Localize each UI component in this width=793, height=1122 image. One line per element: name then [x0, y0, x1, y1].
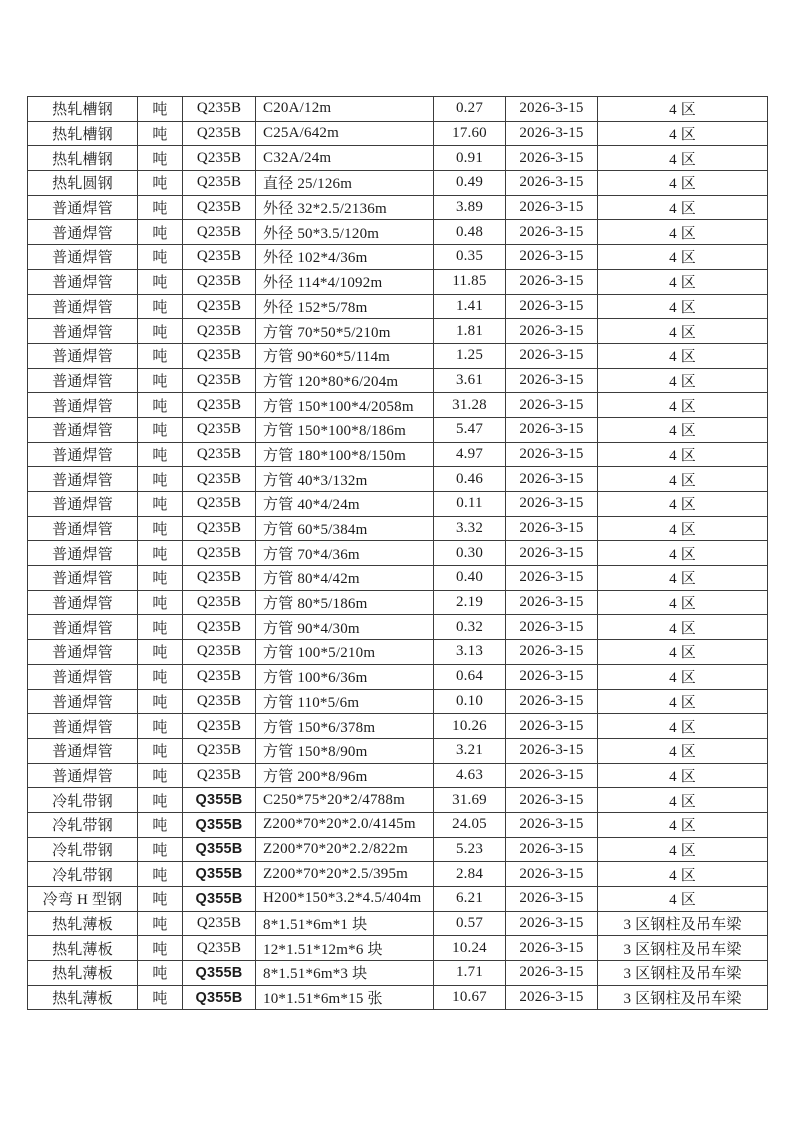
cell-grade: Q355B [183, 788, 256, 813]
cell-date: 2026-3-15 [506, 714, 598, 739]
cell-unit: 吨 [138, 640, 183, 665]
cell-name: 冷弯 H 型钢 [28, 887, 138, 912]
cell-grade: Q235B [183, 640, 256, 665]
cell-spec: 8*1.51*6m*1 块 [256, 911, 434, 936]
cell-spec: 方管 40*3/132m [256, 467, 434, 492]
cell-unit: 吨 [138, 862, 183, 887]
cell-spec: Z200*70*20*2.5/395m [256, 862, 434, 887]
cell-qty: 0.91 [434, 146, 506, 171]
cell-zone: 4 区 [598, 664, 768, 689]
table-row [28, 97, 768, 122]
cell-date: 2026-3-15 [506, 640, 598, 665]
cell-qty: 0.40 [434, 566, 506, 591]
cell-grade: Q355B [183, 887, 256, 912]
cell-date: 2026-3-15 [506, 541, 598, 566]
cell-date: 2026-3-15 [506, 862, 598, 887]
table-row [28, 171, 768, 196]
table-row [28, 541, 768, 566]
cell-zone: 4 区 [598, 541, 768, 566]
cell-qty: 2.19 [434, 590, 506, 615]
cell-qty: 0.35 [434, 245, 506, 270]
cell-date: 2026-3-15 [506, 294, 598, 319]
cell-unit: 吨 [138, 788, 183, 813]
cell-qty: 0.27 [434, 97, 506, 122]
cell-date: 2026-3-15 [506, 393, 598, 418]
cell-name: 热轧薄板 [28, 911, 138, 936]
cell-unit: 吨 [138, 738, 183, 763]
cell-qty: 3.89 [434, 195, 506, 220]
cell-unit: 吨 [138, 492, 183, 517]
cell-zone: 4 区 [598, 590, 768, 615]
cell-qty: 10.67 [434, 985, 506, 1010]
cell-zone: 3 区钢柱及吊车梁 [598, 936, 768, 961]
table-row [28, 961, 768, 986]
cell-name: 普通焊管 [28, 220, 138, 245]
table-row [28, 664, 768, 689]
cell-qty: 0.57 [434, 911, 506, 936]
table-row [28, 714, 768, 739]
cell-date: 2026-3-15 [506, 368, 598, 393]
cell-name: 普通焊管 [28, 417, 138, 442]
cell-zone: 4 区 [598, 640, 768, 665]
cell-qty: 0.11 [434, 492, 506, 517]
table-row [28, 516, 768, 541]
cell-name: 热轧薄板 [28, 936, 138, 961]
cell-grade: Q235B [183, 541, 256, 566]
cell-zone: 4 区 [598, 269, 768, 294]
table-row [28, 220, 768, 245]
cell-zone: 4 区 [598, 294, 768, 319]
cell-unit: 吨 [138, 319, 183, 344]
cell-spec: Z200*70*20*2.2/822m [256, 837, 434, 862]
cell-zone: 4 区 [598, 343, 768, 368]
cell-qty: 0.10 [434, 689, 506, 714]
cell-unit: 吨 [138, 615, 183, 640]
cell-name: 普通焊管 [28, 368, 138, 393]
cell-spec: C250*75*20*2/4788m [256, 788, 434, 813]
cell-date: 2026-3-15 [506, 689, 598, 714]
cell-date: 2026-3-15 [506, 195, 598, 220]
cell-name: 普通焊管 [28, 442, 138, 467]
cell-unit: 吨 [138, 220, 183, 245]
cell-zone: 3 区钢柱及吊车梁 [598, 961, 768, 986]
cell-zone: 4 区 [598, 417, 768, 442]
cell-unit: 吨 [138, 961, 183, 986]
cell-grade: Q235B [183, 195, 256, 220]
table-row [28, 788, 768, 813]
cell-name: 普通焊管 [28, 516, 138, 541]
cell-unit: 吨 [138, 887, 183, 912]
cell-date: 2026-3-15 [506, 97, 598, 122]
cell-unit: 吨 [138, 442, 183, 467]
cell-qty: 0.64 [434, 664, 506, 689]
table-row [28, 640, 768, 665]
cell-unit: 吨 [138, 97, 183, 122]
cell-zone: 4 区 [598, 393, 768, 418]
cell-date: 2026-3-15 [506, 220, 598, 245]
cell-name: 热轧槽钢 [28, 97, 138, 122]
cell-spec: 外径 50*3.5/120m [256, 220, 434, 245]
cell-spec: 外径 32*2.5/2136m [256, 195, 434, 220]
cell-unit: 吨 [138, 566, 183, 591]
cell-date: 2026-3-15 [506, 269, 598, 294]
cell-spec: 外径 114*4/1092m [256, 269, 434, 294]
cell-name: 普通焊管 [28, 245, 138, 270]
cell-grade: Q235B [183, 269, 256, 294]
cell-date: 2026-3-15 [506, 417, 598, 442]
cell-date: 2026-3-15 [506, 961, 598, 986]
steel-inventory-table [27, 96, 768, 1010]
cell-zone: 4 区 [598, 566, 768, 591]
cell-grade: Q235B [183, 516, 256, 541]
table-row [28, 590, 768, 615]
cell-grade: Q235B [183, 171, 256, 196]
cell-qty: 31.69 [434, 788, 506, 813]
cell-grade: Q235B [183, 763, 256, 788]
table-row [28, 393, 768, 418]
cell-date: 2026-3-15 [506, 146, 598, 171]
cell-spec: 方管 80*5/186m [256, 590, 434, 615]
cell-unit: 吨 [138, 541, 183, 566]
cell-name: 普通焊管 [28, 714, 138, 739]
cell-grade: Q235B [183, 689, 256, 714]
cell-date: 2026-3-15 [506, 492, 598, 517]
table-row [28, 294, 768, 319]
cell-date: 2026-3-15 [506, 985, 598, 1010]
cell-name: 热轧圆钢 [28, 171, 138, 196]
cell-name: 热轧薄板 [28, 985, 138, 1010]
cell-spec: C32A/24m [256, 146, 434, 171]
cell-unit: 吨 [138, 837, 183, 862]
cell-unit: 吨 [138, 763, 183, 788]
table-row [28, 467, 768, 492]
cell-unit: 吨 [138, 245, 183, 270]
cell-grade: Q235B [183, 467, 256, 492]
cell-grade: Q235B [183, 319, 256, 344]
cell-unit: 吨 [138, 467, 183, 492]
cell-zone: 4 区 [598, 492, 768, 517]
cell-unit: 吨 [138, 171, 183, 196]
cell-spec: 方管 70*4/36m [256, 541, 434, 566]
cell-zone: 4 区 [598, 319, 768, 344]
cell-spec: 方管 40*4/24m [256, 492, 434, 517]
cell-qty: 3.32 [434, 516, 506, 541]
cell-qty: 4.97 [434, 442, 506, 467]
cell-name: 普通焊管 [28, 195, 138, 220]
cell-grade: Q235B [183, 714, 256, 739]
cell-name: 普通焊管 [28, 738, 138, 763]
cell-name: 热轧槽钢 [28, 121, 138, 146]
cell-qty: 10.26 [434, 714, 506, 739]
cell-name: 普通焊管 [28, 269, 138, 294]
cell-name: 热轧薄板 [28, 961, 138, 986]
cell-unit: 吨 [138, 269, 183, 294]
cell-date: 2026-3-15 [506, 887, 598, 912]
cell-unit: 吨 [138, 689, 183, 714]
cell-spec: 方管 70*50*5/210m [256, 319, 434, 344]
cell-unit: 吨 [138, 664, 183, 689]
cell-qty: 3.21 [434, 738, 506, 763]
cell-name: 冷轧带钢 [28, 788, 138, 813]
cell-qty: 5.23 [434, 837, 506, 862]
cell-qty: 3.13 [434, 640, 506, 665]
cell-qty: 0.46 [434, 467, 506, 492]
cell-qty: 3.61 [434, 368, 506, 393]
cell-unit: 吨 [138, 294, 183, 319]
cell-date: 2026-3-15 [506, 121, 598, 146]
cell-grade: Q235B [183, 245, 256, 270]
cell-name: 冷轧带钢 [28, 862, 138, 887]
cell-spec: Z200*70*20*2.0/4145m [256, 812, 434, 837]
table-row [28, 936, 768, 961]
cell-date: 2026-3-15 [506, 788, 598, 813]
cell-zone: 3 区钢柱及吊车梁 [598, 911, 768, 936]
cell-qty: 24.05 [434, 812, 506, 837]
table-row [28, 837, 768, 862]
cell-name: 普通焊管 [28, 566, 138, 591]
cell-unit: 吨 [138, 417, 183, 442]
cell-qty: 1.41 [434, 294, 506, 319]
cell-spec: 外径 102*4/36m [256, 245, 434, 270]
cell-zone: 4 区 [598, 368, 768, 393]
cell-spec: 方管 100*6/36m [256, 664, 434, 689]
cell-name: 普通焊管 [28, 319, 138, 344]
cell-spec: C25A/642m [256, 121, 434, 146]
cell-name: 普通焊管 [28, 467, 138, 492]
cell-spec: 12*1.51*12m*6 块 [256, 936, 434, 961]
cell-qty: 1.25 [434, 343, 506, 368]
table-row [28, 492, 768, 517]
cell-grade: Q235B [183, 936, 256, 961]
table-row [28, 615, 768, 640]
cell-name: 冷轧带钢 [28, 812, 138, 837]
cell-spec: 方管 90*60*5/114m [256, 343, 434, 368]
cell-zone: 4 区 [598, 467, 768, 492]
cell-spec: H200*150*3.2*4.5/404m [256, 887, 434, 912]
cell-name: 普通焊管 [28, 541, 138, 566]
table-row [28, 738, 768, 763]
cell-grade: Q235B [183, 417, 256, 442]
cell-grade: Q355B [183, 961, 256, 986]
cell-name: 普通焊管 [28, 640, 138, 665]
table-row [28, 146, 768, 171]
cell-grade: Q235B [183, 738, 256, 763]
table-row [28, 812, 768, 837]
cell-zone: 4 区 [598, 763, 768, 788]
cell-name: 普通焊管 [28, 763, 138, 788]
cell-grade: Q235B [183, 442, 256, 467]
cell-zone: 3 区钢柱及吊车梁 [598, 985, 768, 1010]
cell-spec: 8*1.51*6m*3 块 [256, 961, 434, 986]
cell-grade: Q235B [183, 566, 256, 591]
cell-date: 2026-3-15 [506, 171, 598, 196]
table-row [28, 195, 768, 220]
cell-zone: 4 区 [598, 220, 768, 245]
cell-spec: 方管 150*100*8/186m [256, 417, 434, 442]
cell-name: 热轧槽钢 [28, 146, 138, 171]
cell-zone: 4 区 [598, 812, 768, 837]
cell-date: 2026-3-15 [506, 442, 598, 467]
cell-zone: 4 区 [598, 862, 768, 887]
cell-unit: 吨 [138, 343, 183, 368]
cell-zone: 4 区 [598, 837, 768, 862]
table-row [28, 887, 768, 912]
cell-name: 普通焊管 [28, 343, 138, 368]
cell-unit: 吨 [138, 911, 183, 936]
cell-unit: 吨 [138, 393, 183, 418]
cell-spec: 方管 120*80*6/204m [256, 368, 434, 393]
cell-date: 2026-3-15 [506, 467, 598, 492]
cell-date: 2026-3-15 [506, 590, 598, 615]
cell-date: 2026-3-15 [506, 837, 598, 862]
cell-grade: Q235B [183, 121, 256, 146]
cell-spec: C20A/12m [256, 97, 434, 122]
cell-spec: 方管 80*4/42m [256, 566, 434, 591]
cell-spec: 直径 25/126m [256, 171, 434, 196]
cell-zone: 4 区 [598, 788, 768, 813]
cell-spec: 方管 100*5/210m [256, 640, 434, 665]
cell-date: 2026-3-15 [506, 936, 598, 961]
cell-unit: 吨 [138, 985, 183, 1010]
cell-zone: 4 区 [598, 245, 768, 270]
cell-date: 2026-3-15 [506, 615, 598, 640]
table-row [28, 862, 768, 887]
cell-name: 普通焊管 [28, 393, 138, 418]
cell-name: 普通焊管 [28, 294, 138, 319]
table-row [28, 689, 768, 714]
cell-unit: 吨 [138, 714, 183, 739]
cell-unit: 吨 [138, 516, 183, 541]
cell-unit: 吨 [138, 121, 183, 146]
cell-spec: 方管 110*5/6m [256, 689, 434, 714]
cell-spec: 方管 150*100*4/2058m [256, 393, 434, 418]
cell-grade: Q355B [183, 812, 256, 837]
table-row [28, 911, 768, 936]
table-row [28, 566, 768, 591]
cell-zone: 4 区 [598, 714, 768, 739]
cell-zone: 4 区 [598, 887, 768, 912]
table-row [28, 269, 768, 294]
cell-name: 普通焊管 [28, 615, 138, 640]
cell-date: 2026-3-15 [506, 566, 598, 591]
table-row [28, 442, 768, 467]
cell-spec: 外径 152*5/78m [256, 294, 434, 319]
cell-name: 普通焊管 [28, 664, 138, 689]
cell-qty: 10.24 [434, 936, 506, 961]
table-row [28, 417, 768, 442]
cell-zone: 4 区 [598, 121, 768, 146]
cell-name: 普通焊管 [28, 492, 138, 517]
cell-unit: 吨 [138, 936, 183, 961]
cell-qty: 4.63 [434, 763, 506, 788]
cell-date: 2026-3-15 [506, 812, 598, 837]
cell-grade: Q235B [183, 220, 256, 245]
cell-grade: Q235B [183, 294, 256, 319]
cell-zone: 4 区 [598, 689, 768, 714]
table-row [28, 245, 768, 270]
cell-spec: 方管 150*8/90m [256, 738, 434, 763]
table-body [28, 97, 768, 1010]
cell-date: 2026-3-15 [506, 763, 598, 788]
cell-zone: 4 区 [598, 146, 768, 171]
cell-grade: Q235B [183, 146, 256, 171]
cell-date: 2026-3-15 [506, 319, 598, 344]
cell-zone: 4 区 [598, 195, 768, 220]
cell-qty: 1.81 [434, 319, 506, 344]
cell-qty: 0.48 [434, 220, 506, 245]
cell-qty: 11.85 [434, 269, 506, 294]
cell-date: 2026-3-15 [506, 343, 598, 368]
cell-name: 普通焊管 [28, 590, 138, 615]
cell-unit: 吨 [138, 146, 183, 171]
cell-zone: 4 区 [598, 442, 768, 467]
cell-date: 2026-3-15 [506, 911, 598, 936]
cell-qty: 6.21 [434, 887, 506, 912]
cell-grade: Q235B [183, 590, 256, 615]
cell-unit: 吨 [138, 368, 183, 393]
cell-date: 2026-3-15 [506, 738, 598, 763]
cell-unit: 吨 [138, 195, 183, 220]
cell-grade: Q235B [183, 911, 256, 936]
cell-zone: 4 区 [598, 171, 768, 196]
cell-unit: 吨 [138, 590, 183, 615]
cell-qty: 0.49 [434, 171, 506, 196]
cell-grade: Q235B [183, 664, 256, 689]
cell-date: 2026-3-15 [506, 664, 598, 689]
table-row [28, 319, 768, 344]
cell-qty: 2.84 [434, 862, 506, 887]
table-row [28, 763, 768, 788]
table-row [28, 121, 768, 146]
cell-grade: Q355B [183, 985, 256, 1010]
table-row [28, 368, 768, 393]
cell-grade: Q235B [183, 368, 256, 393]
cell-qty: 17.60 [434, 121, 506, 146]
cell-date: 2026-3-15 [506, 245, 598, 270]
cell-date: 2026-3-15 [506, 516, 598, 541]
cell-zone: 4 区 [598, 738, 768, 763]
cell-unit: 吨 [138, 812, 183, 837]
table-row [28, 985, 768, 1010]
cell-grade: Q235B [183, 97, 256, 122]
cell-grade: Q355B [183, 862, 256, 887]
cell-name: 普通焊管 [28, 689, 138, 714]
cell-spec: 方管 200*8/96m [256, 763, 434, 788]
cell-qty: 1.71 [434, 961, 506, 986]
cell-spec: 方管 180*100*8/150m [256, 442, 434, 467]
cell-grade: Q235B [183, 615, 256, 640]
cell-qty: 31.28 [434, 393, 506, 418]
cell-zone: 4 区 [598, 97, 768, 122]
cell-qty: 0.32 [434, 615, 506, 640]
cell-grade: Q235B [183, 393, 256, 418]
cell-spec: 方管 150*6/378m [256, 714, 434, 739]
cell-name: 冷轧带钢 [28, 837, 138, 862]
cell-spec: 方管 60*5/384m [256, 516, 434, 541]
cell-grade: Q355B [183, 837, 256, 862]
cell-qty: 0.30 [434, 541, 506, 566]
table-row [28, 343, 768, 368]
cell-spec: 方管 90*4/30m [256, 615, 434, 640]
cell-grade: Q235B [183, 343, 256, 368]
cell-spec: 10*1.51*6m*15 张 [256, 985, 434, 1010]
cell-qty: 5.47 [434, 417, 506, 442]
cell-zone: 4 区 [598, 516, 768, 541]
cell-grade: Q235B [183, 492, 256, 517]
cell-zone: 4 区 [598, 615, 768, 640]
